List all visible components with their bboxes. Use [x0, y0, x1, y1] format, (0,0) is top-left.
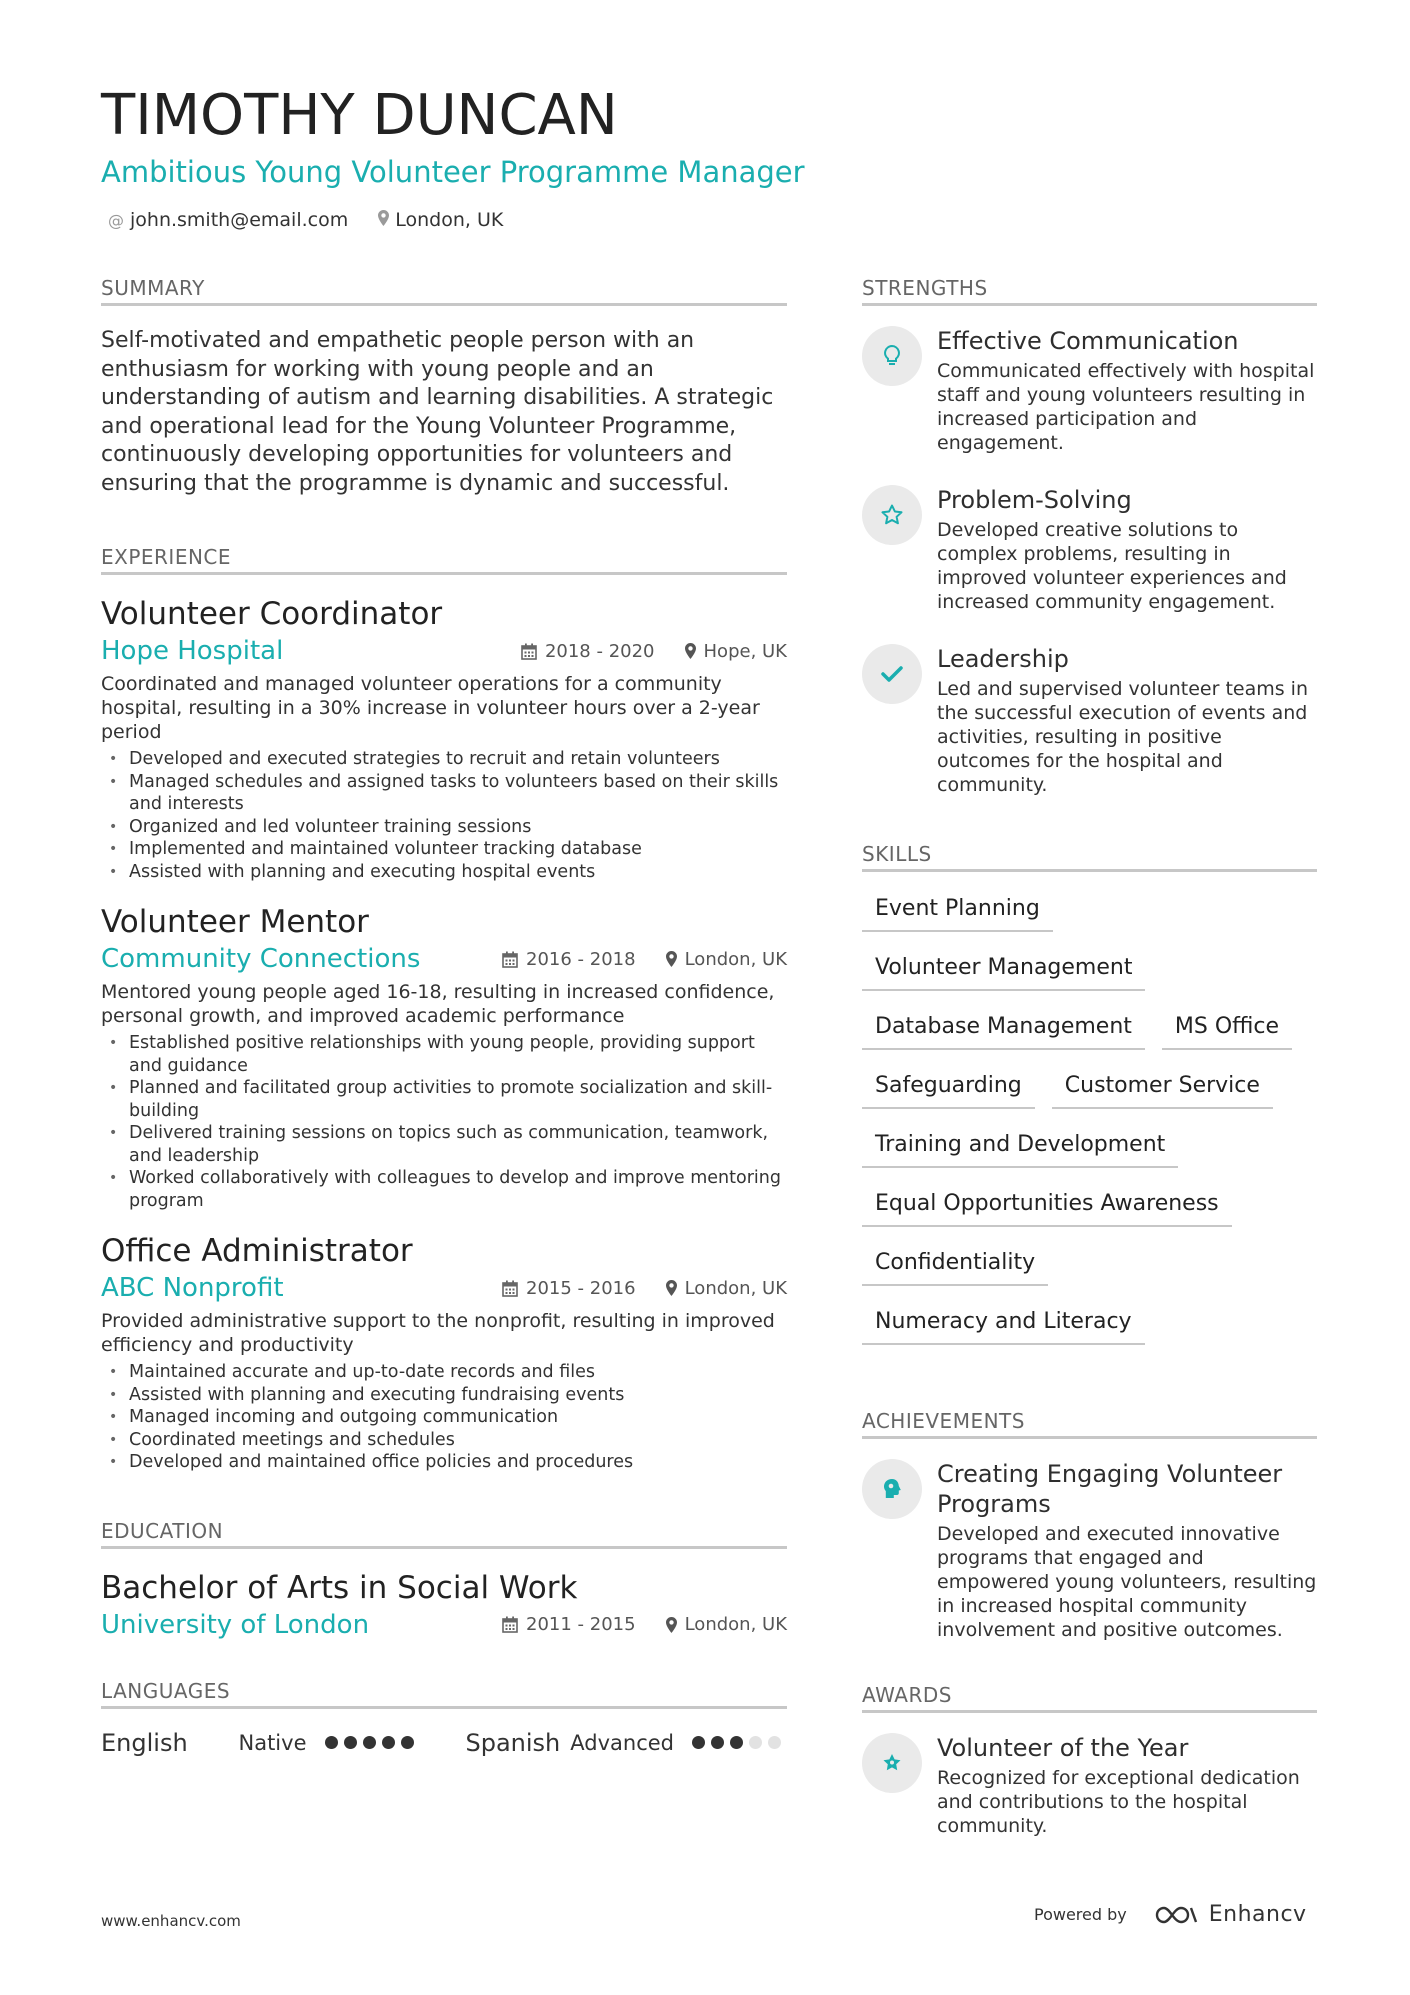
language-name: English — [101, 1728, 188, 1757]
awards-heading: AWARDS — [862, 1682, 1317, 1713]
achievements-heading: ACHIEVEMENTS — [862, 1408, 1317, 1439]
education-dates: 2011 - 2015 — [526, 1614, 636, 1635]
job-description: Mentored young people aged 16-18, resulting in increased confidence, personal growth, and improved academic performance — [101, 981, 775, 1027]
job-role: Volunteer Mentor — [101, 904, 369, 940]
rating-dot-filled — [344, 1736, 357, 1749]
star-outline-icon — [862, 485, 922, 545]
strength-item — [862, 326, 1317, 455]
education-entry — [101, 1569, 787, 1642]
skill-tag: Database Management — [862, 998, 1145, 1050]
job-description: Coordinated and managed volunteer operations for a community hospital, resulting in a 30% increase in volunteer hours over a 2-year period — [101, 673, 760, 743]
calendar-icon — [502, 1280, 518, 1297]
languages-section — [101, 1678, 787, 1757]
skills-list — [862, 880, 1317, 1352]
email-item[interactable] — [108, 209, 348, 231]
at-icon: @ — [108, 210, 124, 230]
left-column — [101, 275, 787, 1757]
bullet-item: • Assisted with planning and executing hospital events — [101, 861, 787, 884]
job-entry — [101, 1232, 787, 1474]
bullet-item: • Managed schedules and assigned tasks to volunteers based on their skills and interests — [101, 771, 787, 816]
skill-tag: Safeguarding — [862, 1057, 1035, 1109]
job-location: London, UK — [684, 1277, 787, 1299]
calendar-icon — [521, 643, 537, 660]
achievement-description: Developed and executed innovative programs that engaged and empowered young volunteers, resulting in increased hospital community involvement and positive outcomes. — [937, 1523, 1317, 1641]
bullet-item: • Worked collaboratively with colleagues to develop and improve mentoring program — [101, 1167, 787, 1212]
bullet-item: • Organized and led volunteer training sessions — [101, 816, 787, 839]
rating-dot-filled — [401, 1736, 414, 1749]
strength-title: Effective Communication — [937, 327, 1239, 355]
strength-description: Communicated effectively with hospital staff and young volunteers resulting in increased participation and engagement. — [937, 360, 1315, 454]
achievement-title: Creating Engaging Volunteer Programs — [937, 1460, 1283, 1518]
skill-tag: Numeracy and Literacy — [862, 1293, 1145, 1345]
language-level: Advanced — [570, 1730, 674, 1755]
skill-tag: Equal Opportunities Awareness — [862, 1175, 1232, 1227]
strength-description: Led and supervised volunteer teams in the successful execution of events and activities, resulting in positive outcomes for the hospital and community. — [937, 678, 1309, 796]
email-text: john.smith@email.com — [130, 209, 349, 231]
strengths-heading: STRENGTHS — [862, 275, 1317, 306]
job-company: Hope Hospital — [101, 636, 284, 666]
calendar-icon — [502, 951, 518, 968]
strength-title: Leadership — [937, 645, 1069, 673]
right-column — [862, 275, 1317, 1838]
education-meta — [502, 1614, 787, 1635]
contact-info — [108, 209, 533, 231]
skill-tag: Volunteer Management — [862, 939, 1145, 991]
bullet-item: • Implemented and maintained volunteer tracking database — [101, 838, 787, 861]
degree: Bachelor of Arts in Social Work — [101, 1569, 578, 1606]
footer-website[interactable]: www.enhancv.com — [101, 1912, 241, 1930]
languages-heading: LANGUAGES — [101, 1678, 787, 1709]
job-meta — [502, 949, 787, 970]
languages-row — [101, 1729, 787, 1757]
job-meta — [521, 641, 787, 662]
pin-icon — [666, 1617, 677, 1633]
strength-item — [862, 485, 1317, 614]
summary-text: Self-motivated and empathetic people person with an enthusiasm for working with young people and an understanding of autism and learning disabilities. A strategic and operational lead for the Young Volunteer Programme, continuously developing opportunities for volunteers and ensuring that the programme is dynamic and successful. — [101, 328, 774, 496]
bullet-item: • Established positive relationships with young people, providing support and guidance — [101, 1032, 787, 1077]
strength-title: Problem-Solving — [937, 486, 1132, 514]
strengths-section — [862, 275, 1317, 797]
job-entry — [101, 903, 787, 1212]
rating-dot-empty — [749, 1736, 762, 1749]
skill-tag: Confidentiality — [862, 1234, 1048, 1286]
job-dates: 2015 - 2016 — [526, 1277, 636, 1299]
job-bullets — [101, 1361, 787, 1474]
language-level: Native — [238, 1730, 307, 1755]
language-rating — [325, 1736, 420, 1749]
star-badge-icon — [862, 1733, 922, 1793]
summary-section — [101, 275, 787, 498]
head-brain-icon — [862, 1459, 922, 1519]
achievements-section — [862, 1408, 1317, 1642]
job-meta — [502, 1278, 787, 1299]
bullet-item: • Developed and maintained office policies and procedures — [101, 1451, 787, 1474]
education-heading: EDUCATION — [101, 1518, 787, 1549]
job-description: Provided administrative support to the nonprofit, resulting in improved efficiency and productivity — [101, 1310, 775, 1356]
rating-dot-filled — [382, 1736, 395, 1749]
enhancv-logo-icon — [1153, 1904, 1199, 1926]
language-name: Spanish — [465, 1728, 561, 1757]
strength-description: Developed creative solutions to complex problems, resulting in improved volunteer experiences and increased community engagement. — [937, 519, 1287, 613]
job-company: Community Connections — [101, 944, 421, 974]
location-text: London, UK — [395, 209, 504, 231]
rating-dot-filled — [692, 1736, 705, 1749]
brand-name: Enhancv — [1208, 1902, 1307, 1927]
education-section — [101, 1518, 787, 1642]
award-description: Recognized for exceptional dedication and contributions to the hospital community. — [937, 1767, 1300, 1837]
bullet-item: • Managed incoming and outgoing communication — [101, 1406, 787, 1429]
language-rating — [692, 1736, 787, 1749]
pin-icon — [378, 210, 389, 230]
job-location: Hope, UK — [703, 640, 787, 662]
footer-brand[interactable] — [1034, 1902, 1307, 1927]
bullet-item: • Maintained accurate and up-to-date records and files — [101, 1361, 787, 1384]
job-bullets — [101, 1032, 787, 1212]
job-role: Office Administrator — [101, 1233, 413, 1269]
skill-tag: Event Planning — [862, 880, 1053, 932]
job-bullets — [101, 748, 787, 883]
powered-by-label: Powered by — [1034, 1905, 1127, 1924]
job-dates: 2018 - 2020 — [544, 640, 655, 662]
job-entry — [101, 595, 787, 883]
summary-heading: SUMMARY — [101, 275, 787, 306]
pin-icon — [666, 1280, 677, 1296]
candidate-name: TIMOTHY DUNCAN — [101, 83, 618, 148]
experience-heading: EXPERIENCE — [101, 544, 787, 575]
bullet-item: • Developed and executed strategies to recruit and retain volunteers — [101, 748, 787, 771]
skills-heading: SKILLS — [862, 841, 1317, 872]
lightbulb-icon — [862, 326, 922, 386]
pin-icon — [666, 951, 677, 967]
rating-dot-filled — [711, 1736, 724, 1749]
job-company: ABC Nonprofit — [101, 1273, 284, 1303]
skill-tag: Customer Service — [1052, 1057, 1273, 1109]
rating-dot-empty — [768, 1736, 781, 1749]
experience-section — [101, 544, 787, 1474]
bullet-item: • Planned and facilitated group activities to promote socialization and skill-building — [101, 1077, 787, 1122]
calendar-icon — [502, 1616, 518, 1633]
award-item — [862, 1733, 1317, 1838]
skill-tag: MS Office — [1162, 998, 1292, 1050]
school: University of London — [101, 1609, 370, 1640]
bullet-item: • Coordinated meetings and schedules — [101, 1429, 787, 1452]
rating-dot-filled — [325, 1736, 338, 1749]
skills-section — [862, 841, 1317, 1352]
location-item — [378, 209, 503, 231]
bullet-item: • Assisted with planning and executing fundraising events — [101, 1384, 787, 1407]
education-location: London, UK — [684, 1614, 787, 1635]
rating-dot-filled — [730, 1736, 743, 1749]
achievement-item — [862, 1459, 1317, 1642]
pin-icon — [685, 643, 696, 659]
checkmark-icon — [862, 644, 922, 704]
awards-section — [862, 1682, 1317, 1838]
strength-item — [862, 644, 1317, 797]
candidate-title: Ambitious Young Volunteer Programme Manager — [101, 155, 805, 189]
rating-dot-filled — [363, 1736, 376, 1749]
bullet-item: • Delivered training sessions on topics such as communication, teamwork, and leadership — [101, 1122, 787, 1167]
job-role: Volunteer Coordinator — [101, 596, 443, 632]
award-title: Volunteer of the Year — [937, 1734, 1189, 1762]
job-dates: 2016 - 2018 — [526, 948, 636, 970]
job-location: London, UK — [684, 948, 787, 970]
skill-tag: Training and Development — [862, 1116, 1178, 1168]
